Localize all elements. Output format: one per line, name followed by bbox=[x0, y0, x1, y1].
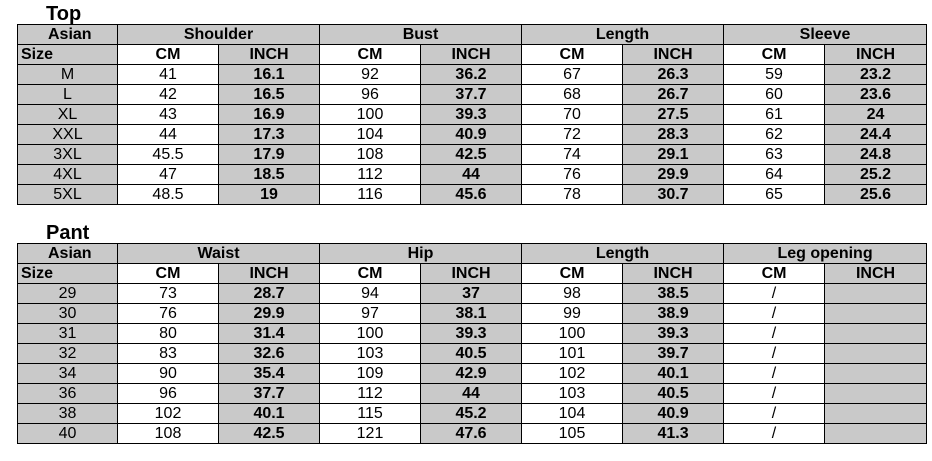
cm-value-cell: / bbox=[724, 284, 825, 304]
inch-value-cell: 26.7 bbox=[623, 85, 724, 105]
cm-value-cell: 67 bbox=[522, 65, 623, 85]
inch-value-cell: 39.3 bbox=[421, 105, 522, 125]
cm-value-cell: 104 bbox=[522, 404, 623, 424]
size-column-label: Size bbox=[18, 264, 118, 284]
table-row bbox=[18, 185, 927, 205]
inch-value-cell: 44 bbox=[421, 384, 522, 404]
inch-value-cell: 36.2 bbox=[421, 65, 522, 85]
cm-value-cell: 102 bbox=[118, 404, 219, 424]
inch-value-cell bbox=[825, 364, 927, 384]
cm-value-cell: 103 bbox=[522, 384, 623, 404]
cm-value-cell: 43 bbox=[118, 105, 219, 125]
inch-value-cell: 40.1 bbox=[623, 364, 724, 384]
inch-value-cell: 27.5 bbox=[623, 105, 724, 125]
cm-value-cell: 100 bbox=[320, 105, 421, 125]
inch-value-cell: 30.7 bbox=[623, 185, 724, 205]
inch-value-cell: 41.3 bbox=[623, 424, 724, 444]
cm-value-cell: 102 bbox=[522, 364, 623, 384]
table-row bbox=[18, 105, 927, 125]
cm-value-cell: 100 bbox=[320, 324, 421, 344]
measurement-group-header: Sleeve bbox=[724, 25, 927, 45]
inch-value-cell: 25.2 bbox=[825, 165, 927, 185]
cm-unit-header: CM bbox=[320, 264, 421, 284]
inch-value-cell: 16.5 bbox=[219, 85, 320, 105]
inch-value-cell: 16.9 bbox=[219, 105, 320, 125]
cm-value-cell: 59 bbox=[724, 65, 825, 85]
cm-unit-header: CM bbox=[320, 45, 421, 65]
inch-unit-header: INCH bbox=[825, 45, 927, 65]
cm-value-cell: 76 bbox=[522, 165, 623, 185]
inch-value-cell: 23.2 bbox=[825, 65, 927, 85]
cm-unit-header: CM bbox=[522, 264, 623, 284]
cm-value-cell: 68 bbox=[522, 85, 623, 105]
size-cell: XXL bbox=[18, 125, 118, 145]
inch-value-cell: 23.6 bbox=[825, 85, 927, 105]
cm-unit-header: CM bbox=[724, 264, 825, 284]
inch-value-cell bbox=[825, 344, 927, 364]
group-header-row bbox=[18, 244, 927, 264]
cm-value-cell: 62 bbox=[724, 125, 825, 145]
cm-value-cell: / bbox=[724, 364, 825, 384]
cm-value-cell: 76 bbox=[118, 304, 219, 324]
size-cell: 31 bbox=[18, 324, 118, 344]
inch-value-cell: 35.4 bbox=[219, 364, 320, 384]
cm-value-cell: 100 bbox=[522, 324, 623, 344]
table-row bbox=[18, 145, 927, 165]
size-cell: 4XL bbox=[18, 165, 118, 185]
inch-unit-header: INCH bbox=[421, 45, 522, 65]
table-row bbox=[18, 344, 927, 364]
cm-value-cell: 65 bbox=[724, 185, 825, 205]
table-row bbox=[18, 424, 927, 444]
inch-unit-header: INCH bbox=[219, 264, 320, 284]
corner-label: Asian bbox=[18, 244, 118, 264]
cm-value-cell: 116 bbox=[320, 185, 421, 205]
inch-value-cell bbox=[825, 304, 927, 324]
table-row bbox=[18, 284, 927, 304]
inch-value-cell: 24.4 bbox=[825, 125, 927, 145]
inch-value-cell: 39.3 bbox=[623, 324, 724, 344]
measurement-group-header: Leg opening bbox=[724, 244, 927, 264]
inch-value-cell: 17.3 bbox=[219, 125, 320, 145]
cm-value-cell: 90 bbox=[118, 364, 219, 384]
cm-value-cell: 108 bbox=[320, 145, 421, 165]
cm-value-cell: 44 bbox=[118, 125, 219, 145]
cm-value-cell: 72 bbox=[522, 125, 623, 145]
inch-value-cell bbox=[825, 384, 927, 404]
inch-value-cell: 29.9 bbox=[623, 165, 724, 185]
size-column-label: Size bbox=[18, 45, 118, 65]
table-row bbox=[18, 324, 927, 344]
cm-value-cell: 121 bbox=[320, 424, 421, 444]
cm-value-cell: 109 bbox=[320, 364, 421, 384]
size-cell: 3XL bbox=[18, 145, 118, 165]
inch-value-cell: 16.1 bbox=[219, 65, 320, 85]
inch-value-cell: 37.7 bbox=[219, 384, 320, 404]
size-cell: 32 bbox=[18, 344, 118, 364]
cm-value-cell: 48.5 bbox=[118, 185, 219, 205]
inch-value-cell: 38.1 bbox=[421, 304, 522, 324]
inch-value-cell: 39.3 bbox=[421, 324, 522, 344]
inch-value-cell: 37.7 bbox=[421, 85, 522, 105]
cm-value-cell: 104 bbox=[320, 125, 421, 145]
cm-value-cell: / bbox=[724, 424, 825, 444]
cm-value-cell: 42 bbox=[118, 85, 219, 105]
measurement-group-header: Bust bbox=[320, 25, 522, 45]
cm-value-cell: 94 bbox=[320, 284, 421, 304]
measurement-group-header: Hip bbox=[320, 244, 522, 264]
top-size-table bbox=[17, 24, 927, 205]
cm-value-cell: / bbox=[724, 344, 825, 364]
size-cell: 29 bbox=[18, 284, 118, 304]
table-row bbox=[18, 85, 927, 105]
cm-value-cell: 97 bbox=[320, 304, 421, 324]
cm-value-cell: 83 bbox=[118, 344, 219, 364]
inch-unit-header: INCH bbox=[219, 45, 320, 65]
cm-value-cell: / bbox=[724, 304, 825, 324]
inch-value-cell: 18.5 bbox=[219, 165, 320, 185]
inch-value-cell: 45.6 bbox=[421, 185, 522, 205]
cm-value-cell: / bbox=[724, 404, 825, 424]
inch-unit-header: INCH bbox=[623, 264, 724, 284]
inch-value-cell: 38.5 bbox=[623, 284, 724, 304]
inch-value-cell: 40.1 bbox=[219, 404, 320, 424]
cm-value-cell: 92 bbox=[320, 65, 421, 85]
table-row bbox=[18, 125, 927, 145]
inch-value-cell: 38.9 bbox=[623, 304, 724, 324]
cm-value-cell: 96 bbox=[118, 384, 219, 404]
cm-value-cell: 108 bbox=[118, 424, 219, 444]
cm-value-cell: 63 bbox=[724, 145, 825, 165]
size-cell: L bbox=[18, 85, 118, 105]
inch-value-cell: 28.3 bbox=[623, 125, 724, 145]
cm-value-cell: 112 bbox=[320, 384, 421, 404]
cm-unit-header: CM bbox=[118, 45, 219, 65]
size-cell: 5XL bbox=[18, 185, 118, 205]
cm-value-cell: 112 bbox=[320, 165, 421, 185]
table-row bbox=[18, 404, 927, 424]
cm-unit-header: CM bbox=[724, 45, 825, 65]
cm-value-cell: 41 bbox=[118, 65, 219, 85]
inch-value-cell: 29.9 bbox=[219, 304, 320, 324]
inch-value-cell: 40.9 bbox=[623, 404, 724, 424]
size-cell: M bbox=[18, 65, 118, 85]
table-row bbox=[18, 65, 927, 85]
cm-value-cell: 99 bbox=[522, 304, 623, 324]
inch-value-cell: 24.8 bbox=[825, 145, 927, 165]
size-cell: 40 bbox=[18, 424, 118, 444]
inch-value-cell: 40.9 bbox=[421, 125, 522, 145]
cm-value-cell: / bbox=[724, 324, 825, 344]
size-cell: 30 bbox=[18, 304, 118, 324]
cm-value-cell: / bbox=[724, 384, 825, 404]
table-row bbox=[18, 364, 927, 384]
measurement-group-header: Waist bbox=[118, 244, 320, 264]
cm-value-cell: 115 bbox=[320, 404, 421, 424]
inch-unit-header: INCH bbox=[623, 45, 724, 65]
inch-value-cell: 39.7 bbox=[623, 344, 724, 364]
inch-value-cell: 40.5 bbox=[421, 344, 522, 364]
inch-value-cell: 47.6 bbox=[421, 424, 522, 444]
cm-value-cell: 78 bbox=[522, 185, 623, 205]
inch-value-cell: 44 bbox=[421, 165, 522, 185]
cm-value-cell: 80 bbox=[118, 324, 219, 344]
table-row bbox=[18, 304, 927, 324]
size-cell: XL bbox=[18, 105, 118, 125]
cm-value-cell: 70 bbox=[522, 105, 623, 125]
inch-value-cell: 28.7 bbox=[219, 284, 320, 304]
inch-value-cell: 40.5 bbox=[623, 384, 724, 404]
measurement-group-header: Length bbox=[522, 25, 724, 45]
table-row bbox=[18, 384, 927, 404]
inch-value-cell bbox=[825, 404, 927, 424]
inch-value-cell bbox=[825, 424, 927, 444]
cm-value-cell: 64 bbox=[724, 165, 825, 185]
cm-value-cell: 96 bbox=[320, 85, 421, 105]
measurement-group-header: Length bbox=[522, 244, 724, 264]
group-header-row bbox=[18, 25, 927, 45]
inch-value-cell: 24 bbox=[825, 105, 927, 125]
inch-value-cell: 29.1 bbox=[623, 145, 724, 165]
cm-value-cell: 73 bbox=[118, 284, 219, 304]
unit-header-row bbox=[18, 45, 927, 65]
inch-value-cell: 42.5 bbox=[219, 424, 320, 444]
inch-value-cell bbox=[825, 284, 927, 304]
inch-value-cell: 37 bbox=[421, 284, 522, 304]
measurement-group-header: Shoulder bbox=[118, 25, 320, 45]
cm-value-cell: 61 bbox=[724, 105, 825, 125]
pant-size-table bbox=[17, 243, 927, 444]
cm-value-cell: 60 bbox=[724, 85, 825, 105]
cm-value-cell: 74 bbox=[522, 145, 623, 165]
table-row bbox=[18, 165, 927, 185]
inch-value-cell bbox=[825, 324, 927, 344]
unit-header-row bbox=[18, 264, 927, 284]
corner-label: Asian bbox=[18, 25, 118, 45]
inch-value-cell: 31.4 bbox=[219, 324, 320, 344]
inch-value-cell: 17.9 bbox=[219, 145, 320, 165]
inch-value-cell: 25.6 bbox=[825, 185, 927, 205]
cm-value-cell: 98 bbox=[522, 284, 623, 304]
inch-value-cell: 32.6 bbox=[219, 344, 320, 364]
size-cell: 34 bbox=[18, 364, 118, 384]
cm-value-cell: 103 bbox=[320, 344, 421, 364]
cm-unit-header: CM bbox=[522, 45, 623, 65]
cm-unit-header: CM bbox=[118, 264, 219, 284]
inch-value-cell: 42.9 bbox=[421, 364, 522, 384]
cm-value-cell: 101 bbox=[522, 344, 623, 364]
inch-unit-header: INCH bbox=[825, 264, 927, 284]
cm-value-cell: 45.5 bbox=[118, 145, 219, 165]
size-cell: 36 bbox=[18, 384, 118, 404]
top-section-title: Top bbox=[46, 3, 82, 25]
inch-value-cell: 42.5 bbox=[421, 145, 522, 165]
pant-section-title: Pant bbox=[46, 222, 90, 244]
inch-value-cell: 45.2 bbox=[421, 404, 522, 424]
size-cell: 38 bbox=[18, 404, 118, 424]
cm-value-cell: 47 bbox=[118, 165, 219, 185]
inch-value-cell: 26.3 bbox=[623, 65, 724, 85]
inch-value-cell: 19 bbox=[219, 185, 320, 205]
cm-value-cell: 105 bbox=[522, 424, 623, 444]
inch-unit-header: INCH bbox=[421, 264, 522, 284]
